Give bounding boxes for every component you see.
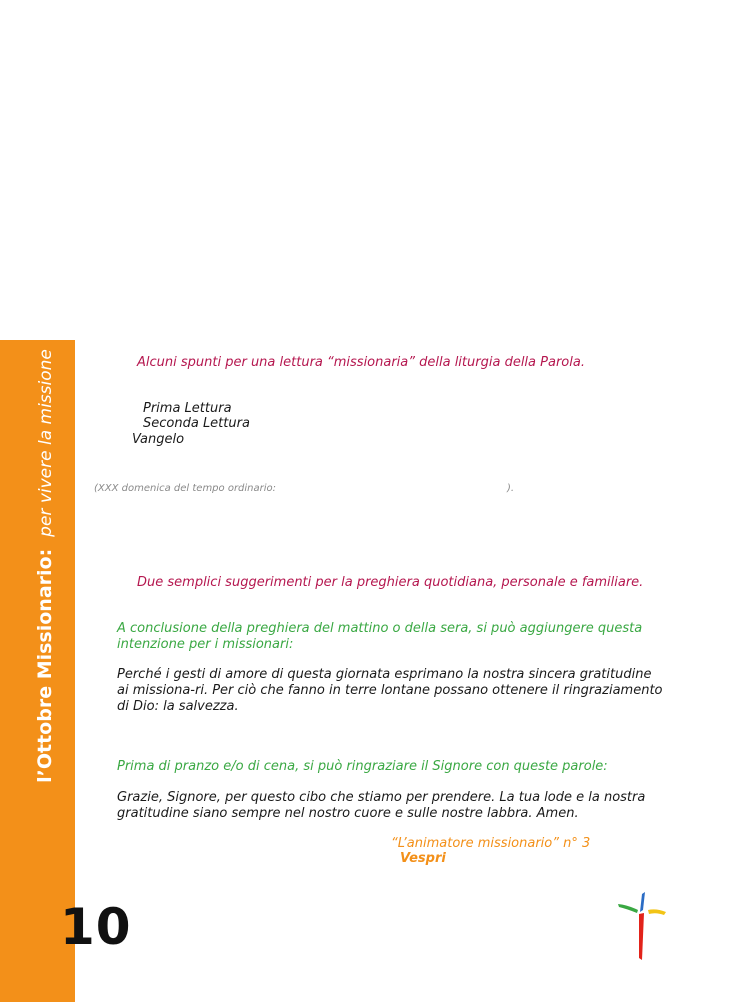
mission-cross-logo-icon [612, 888, 672, 963]
source-citation: “L’animatore missionario” n° 3 [391, 836, 591, 851]
source-extra: Vespri [400, 851, 446, 866]
intro-meal: Prima di pranzo e/o di cena, si può ringraziare il Signore con queste parole: [117, 759, 608, 774]
sunday-note-close: ). [507, 483, 515, 494]
reading-gospel: Vangelo [132, 432, 185, 447]
reading-first: Prima Lettura [143, 401, 232, 416]
sidebar-title-light: per vivere la missione [36, 349, 56, 537]
intro-morning-evening: A conclusione della preghiera del mattino o della sera, si può aggiungere questa intenzione per i missionari: [117, 621, 643, 652]
sidebar-title-bold: l’Ottobre Missionario: [34, 548, 56, 783]
sunday-note-open: (XXX domenica del tempo ordinario: [94, 483, 277, 494]
sidebar-title [34, 349, 56, 783]
prayer-meal: Grazie, Signore, per questo cibo che stiamo per prendere. La tua lode e la nostra gratitudine siano sempre nel nostro cuore e sulle nostre labbra. Amen. [117, 790, 646, 821]
page-number: 10 [60, 898, 132, 956]
prayer-missionaries: Perché i gesti di amore di questa giornata esprimano la nostra sincera gratitudine ai missiona-ri. Per ciò che fanno in terre lontane possano ottenere il ringraziamento di Dio: la salvezza. [117, 667, 663, 714]
section-heading-liturgy: Alcuni spunti per una lettura “missionaria” della liturgia della Parola. [137, 355, 585, 370]
reading-second: Seconda Lettura [143, 416, 250, 431]
section-heading-prayer: Due semplici suggerimenti per la preghiera quotidiana, personale e familiare. [137, 575, 644, 590]
